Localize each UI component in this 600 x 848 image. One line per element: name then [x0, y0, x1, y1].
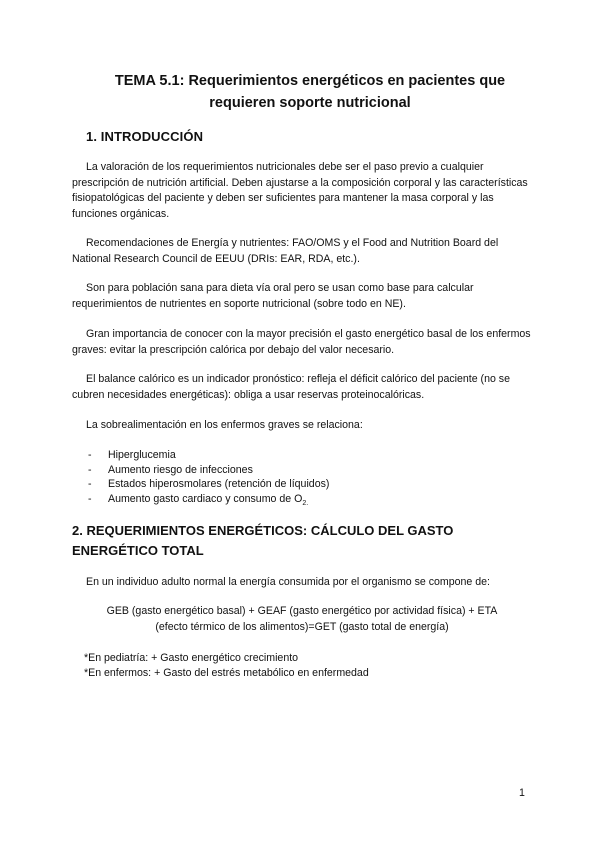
section-2-heading: 2. REQUERIMIENTOS ENERGÉTICOS: CÁLCULO DEL GASTO ENERGÉTICO TOTAL: [72, 523, 454, 558]
paragraph-1: La valoración de los requerimientos nutricionales debe ser el paso previo a cualquier prescripción de nutrición artificial. Deben ajustarse a la composición corporal y las características fisiopatológicas del paciente y deben ser suficientes para mantener la masa corporal y las funciones orgánicas.: [72, 161, 528, 220]
paragraph-6: La sobrealimentación en los enfermos graves se relaciona:: [86, 419, 363, 431]
list-item-text: Aumento riesgo de infecciones: [108, 463, 253, 476]
note-patients: *En enfermos: + Gasto del estrés metabólico en enfermedad: [84, 667, 369, 679]
list-item-text: Estados hiperosmolares (retención de líquidos): [108, 478, 330, 490]
paragraph-2: Recomendaciones de Energía y nutrientes: FAO/OMS y el Food and Nutrition Board del National Research Council de EEUU (DRIs: EAR, RDA, etc.).: [72, 237, 499, 265]
paragraph-5: El balance calórico es un indicador pronóstico: refleja el déficit calórico del paciente (no se cubren necesidades energéticas): obliga a usar reservas proteinocalóricas.: [72, 373, 510, 401]
section-1-heading: 1. INTRODUCCIÓN: [86, 129, 204, 144]
title-line-2: requieren soporte nutricional: [209, 95, 411, 111]
title-line-1: TEMA 5.1: Requerimientos energéticos en pacientes que: [114, 73, 506, 89]
bullet-dash: -: [88, 449, 92, 461]
paragraph-3: Son para población sana para dieta vía oral pero se usan como base para calcular requerimientos de nutrientes en soporte nutricional (sobre todo en NE).: [72, 282, 474, 310]
section-2-intro: En un individuo adulto normal la energía consumida por el organismo se compone de:: [86, 576, 490, 588]
paragraph-4: Gran importancia de conocer con la mayor precisión el gasto energético basal de los enfermos graves: evitar la prescripción calórica por debajo del valor necesario.: [72, 328, 531, 356]
list-item: [88, 463, 329, 478]
list-item: [88, 448, 329, 463]
bullet-dash: -: [88, 478, 92, 490]
bullet-list: [88, 448, 329, 511]
subscript: 2.: [302, 499, 309, 507]
document-title: [60, 70, 560, 114]
energy-formula: [72, 604, 532, 635]
list-item: [88, 477, 329, 492]
note-pediatrics: *En pediatría: + Gasto energético crecimiento: [84, 652, 299, 664]
bullet-dash: -: [88, 492, 92, 505]
formula-line-1: GEB (gasto energético basal) + GEAF (gasto energético por actividad física) + ETA: [106, 605, 498, 617]
page-number: 1: [519, 787, 525, 799]
list-item-text: Aumento gasto cardiaco y consumo de O: [108, 492, 303, 505]
bullet-dash: -: [88, 463, 92, 476]
formula-line-2: (efecto térmico de los alimentos)=GET (gasto total de energía): [155, 620, 449, 633]
list-item-text: Hiperglucemia: [108, 449, 176, 461]
list-item: [88, 492, 329, 512]
